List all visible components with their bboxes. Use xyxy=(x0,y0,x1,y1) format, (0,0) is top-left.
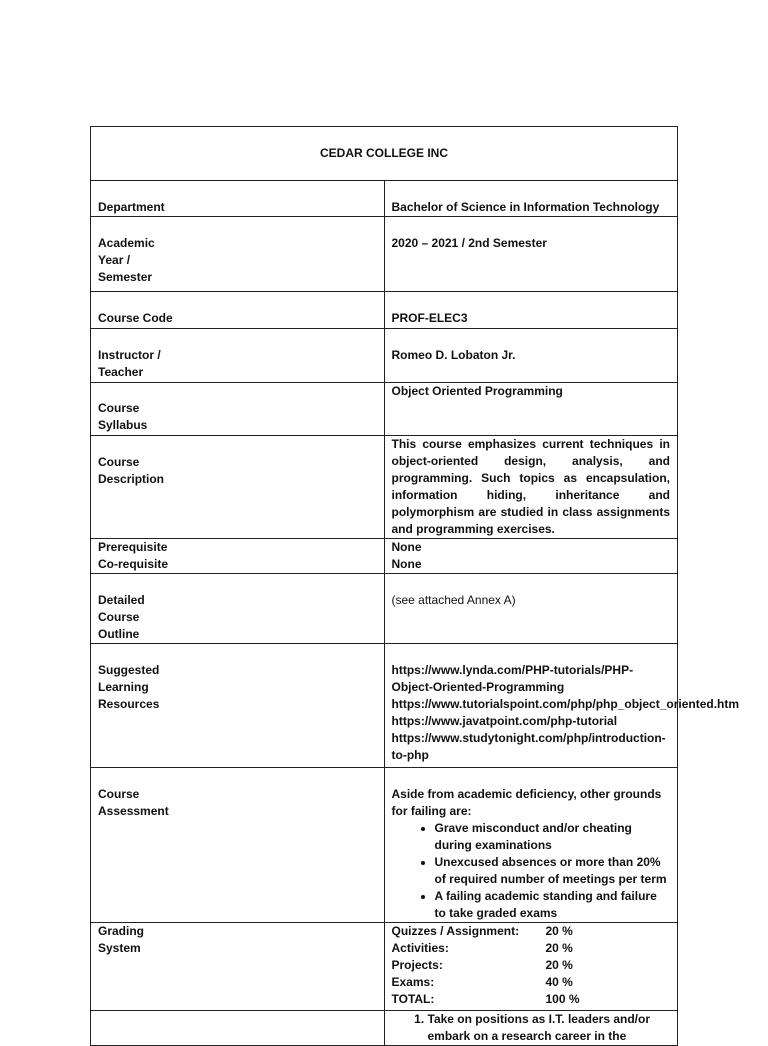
resource-link[interactable]: https://www.javatpoint.com/php-tutorial xyxy=(391,714,618,728)
outcome-item: 1. Take on positions as I.T. leaders and/or embark on a research career in the xyxy=(428,1011,671,1045)
grading-item xyxy=(392,974,671,991)
resource-link[interactable]: https://www.tutorialspoint.com/php/php_object_oriented.htm xyxy=(391,697,740,711)
course-assessment-label xyxy=(91,768,385,923)
college-title: CEDAR COLLEGE INC xyxy=(91,127,678,181)
grading-item-label: TOTAL: xyxy=(391,992,435,1006)
academic-year-label-line: Academic xyxy=(98,236,155,250)
outcomes-list xyxy=(392,1011,671,1045)
grading-item-label: Projects: xyxy=(391,958,443,972)
grading-item-value: 100 % xyxy=(545,992,580,1006)
corequisite-value: None xyxy=(391,557,422,571)
learning-resources-value xyxy=(384,644,740,768)
academic-year-row xyxy=(91,217,678,292)
learning-resources-label-line: Suggested xyxy=(98,663,160,677)
grading-item xyxy=(392,957,671,974)
learning-resources-label xyxy=(91,644,385,768)
outcomes-value xyxy=(384,1011,678,1046)
grading-item-label: Quizzes / Assignment: xyxy=(391,924,520,938)
grading-item xyxy=(392,991,671,1008)
grading-item-value: 40 % xyxy=(545,975,573,989)
course-description-label xyxy=(91,436,385,539)
prerequisite-label: Prerequisite xyxy=(98,540,168,554)
syllabus-table xyxy=(90,126,740,1046)
assessment-item: • Grave misconduct and/or cheating during examinations xyxy=(435,820,671,854)
detailed-outline-label-line: Course xyxy=(98,610,140,624)
instructor-label xyxy=(91,329,385,383)
department-row xyxy=(91,181,678,217)
grading-item-label: Exams: xyxy=(391,975,435,989)
grading-item-value: 20 % xyxy=(545,924,573,938)
requisites-row xyxy=(91,539,678,574)
course-syllabus-label-line: Syllabus xyxy=(98,418,148,432)
assessment-item: • Unexcused absences or more than 20% of required number of meetings per term xyxy=(435,854,671,888)
grading-system-label-line: Grading xyxy=(98,924,145,938)
learning-resources-row xyxy=(91,644,678,768)
instructor-value: Romeo D. Lobaton Jr. xyxy=(384,329,678,383)
prerequisite-value: None xyxy=(391,540,422,554)
detailed-outline-value: (see attached Annex A) xyxy=(384,574,678,644)
learning-resources-label-line: Learning xyxy=(98,680,149,694)
title-row xyxy=(91,127,678,181)
assessment-list xyxy=(392,820,671,922)
resource-link[interactable]: https://www.studytonight.com/php/introduction-to-php xyxy=(391,731,666,762)
grading-item-value: 20 % xyxy=(545,941,573,955)
course-syllabus-value: Object Oriented Programming xyxy=(384,383,678,436)
course-syllabus-label-line: Course xyxy=(98,401,140,415)
instructor-label-line: Instructor / xyxy=(98,348,161,362)
instructor-label-line: Teacher xyxy=(98,365,144,379)
grading-system-label xyxy=(91,923,385,1011)
grading-system-value xyxy=(384,923,678,1011)
instructor-row xyxy=(91,329,678,383)
resource-link[interactable]: https://www.lynda.com/PHP-tutorials/PHP-Object-Oriented-Programming xyxy=(391,663,634,694)
corequisite-label: Co-requisite xyxy=(98,557,169,571)
grading-item-label: Activities: xyxy=(391,941,449,955)
outcomes-row xyxy=(91,1011,678,1046)
course-description-label-line: Description xyxy=(98,472,165,486)
requisites-value xyxy=(384,539,678,574)
outcomes-label xyxy=(91,1011,385,1046)
course-assessment-row xyxy=(91,768,678,923)
grading-item xyxy=(392,923,671,940)
assessment-item: • A failing academic standing and failure to take graded exams xyxy=(435,888,671,922)
course-description-label-line: Course xyxy=(98,455,140,469)
course-description-row xyxy=(91,436,678,539)
course-assessment-value xyxy=(384,768,678,923)
academic-year-label xyxy=(91,217,385,292)
course-code-row xyxy=(91,292,678,329)
requisites-label xyxy=(91,539,385,574)
academic-year-label-line: Year / xyxy=(98,253,131,267)
academic-year-label-line: Semester xyxy=(98,270,153,284)
learning-resources-label-line: Resources xyxy=(98,697,160,711)
course-code-label: Course Code xyxy=(91,292,385,329)
assessment-intro: Aside from academic deficiency, other grounds for failing are: xyxy=(391,787,662,818)
grading-system-row xyxy=(91,923,678,1011)
department-label: Department xyxy=(91,181,385,217)
department-value: Bachelor of Science in Information Technology xyxy=(384,181,678,217)
course-syllabus-row xyxy=(91,383,678,436)
course-description-value: This course emphasizes current techniques in object-oriented design, analysis, and programming. Such topics as encapsulation, information hiding, inheritance and polymorphism are studied in class assignments and programming exercises. xyxy=(384,436,678,539)
course-code-value: PROF-ELEC3 xyxy=(384,292,678,329)
course-assessment-label-line: Course xyxy=(98,787,140,801)
detailed-outline-row xyxy=(91,574,678,644)
course-assessment-label-line: Assessment xyxy=(98,804,169,818)
academic-year-value: 2020 – 2021 / 2nd Semester xyxy=(384,217,678,292)
course-syllabus-label xyxy=(91,383,385,436)
grading-system-label-line: System xyxy=(98,941,141,955)
grading-item xyxy=(392,940,671,957)
detailed-outline-label-line: Detailed xyxy=(98,593,145,607)
detailed-outline-label xyxy=(91,574,385,644)
detailed-outline-label-line: Outline xyxy=(98,627,140,641)
grading-item-value: 20 % xyxy=(545,958,573,972)
